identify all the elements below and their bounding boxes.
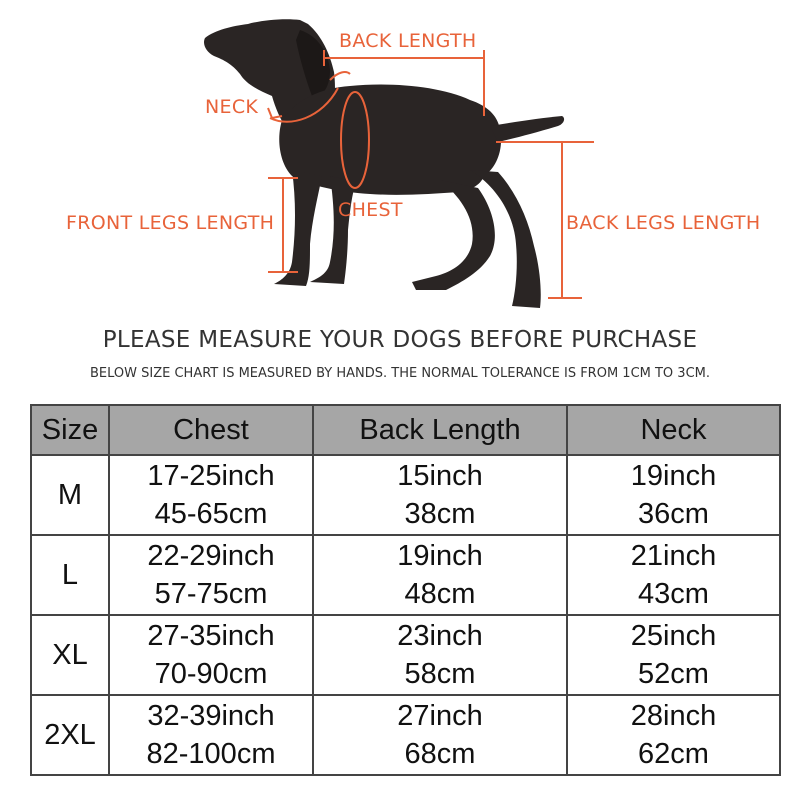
size-cell: L (31, 535, 109, 615)
neck-inch: 19inch (630, 460, 717, 492)
header-chest: Chest (109, 405, 313, 455)
back-length-label: BACK LENGTH (339, 30, 477, 52)
neck-label: NECK (205, 96, 259, 118)
size-cell: M (31, 455, 109, 535)
neck-cell (567, 535, 780, 615)
header-size: Size (31, 405, 109, 455)
neck-cm: 36cm (638, 498, 709, 530)
chest-cell (109, 455, 313, 535)
size-chart-table (30, 404, 781, 776)
chest-label: CHEST (338, 199, 403, 221)
chest-cm: 45-65cm (154, 498, 268, 530)
page-heading: PLEASE MEASURE YOUR DOGS BEFORE PURCHASE (102, 327, 698, 353)
back-cm: 38cm (404, 498, 476, 530)
table-row (31, 535, 780, 615)
size-cell: 2XL (31, 695, 109, 775)
chest-cm: 70-90cm (154, 658, 268, 690)
chest-inch: 27-35inch (147, 620, 275, 652)
chest-cell (109, 695, 313, 775)
back-length-cell (313, 455, 567, 535)
dog-measurement-diagram (0, 0, 800, 330)
chest-inch: 32-39inch (147, 700, 275, 732)
size-cell: XL (31, 615, 109, 695)
table-row (31, 615, 780, 695)
table-header-row (31, 405, 780, 455)
neck-cell (567, 455, 780, 535)
neck-cell (567, 615, 780, 695)
neck-inch: 28inch (630, 700, 717, 732)
chest-cell (109, 535, 313, 615)
back-length-cell (313, 615, 567, 695)
chest-cm: 57-75cm (154, 578, 268, 610)
back-inch: 15inch (397, 460, 483, 492)
back-legs-length-label: BACK LEGS LENGTH (566, 212, 761, 234)
neck-cm: 52cm (638, 658, 709, 690)
chest-cm: 82-100cm (146, 738, 276, 770)
neck-inch: 25inch (630, 620, 717, 652)
chest-cell (109, 615, 313, 695)
back-cm: 48cm (404, 578, 476, 610)
back-cm: 58cm (404, 658, 476, 690)
header-neck: Neck (567, 405, 780, 455)
chest-inch: 22-29inch (147, 540, 275, 572)
back-length-cell (313, 535, 567, 615)
table-row (31, 695, 780, 775)
neck-cm: 62cm (638, 738, 709, 770)
neck-cell (567, 695, 780, 775)
chest-inch: 17-25inch (147, 460, 275, 492)
back-inch: 19inch (397, 540, 483, 572)
back-cm: 68cm (404, 738, 476, 770)
table-row (31, 455, 780, 535)
neck-cm: 43cm (638, 578, 709, 610)
front-legs-length-label: FRONT LEGS LENGTH (66, 212, 275, 234)
back-length-cell (313, 695, 567, 775)
neck-inch: 21inch (630, 540, 717, 572)
dog-silhouette (204, 19, 564, 308)
back-inch: 27inch (397, 700, 483, 732)
header-back-length: Back Length (313, 405, 567, 455)
back-inch: 23inch (397, 620, 483, 652)
page-subheading: BELOW SIZE CHART IS MEASURED BY HANDS. THE NORMAL TOLERANCE IS FROM 1CM TO 3CM. (90, 366, 710, 381)
